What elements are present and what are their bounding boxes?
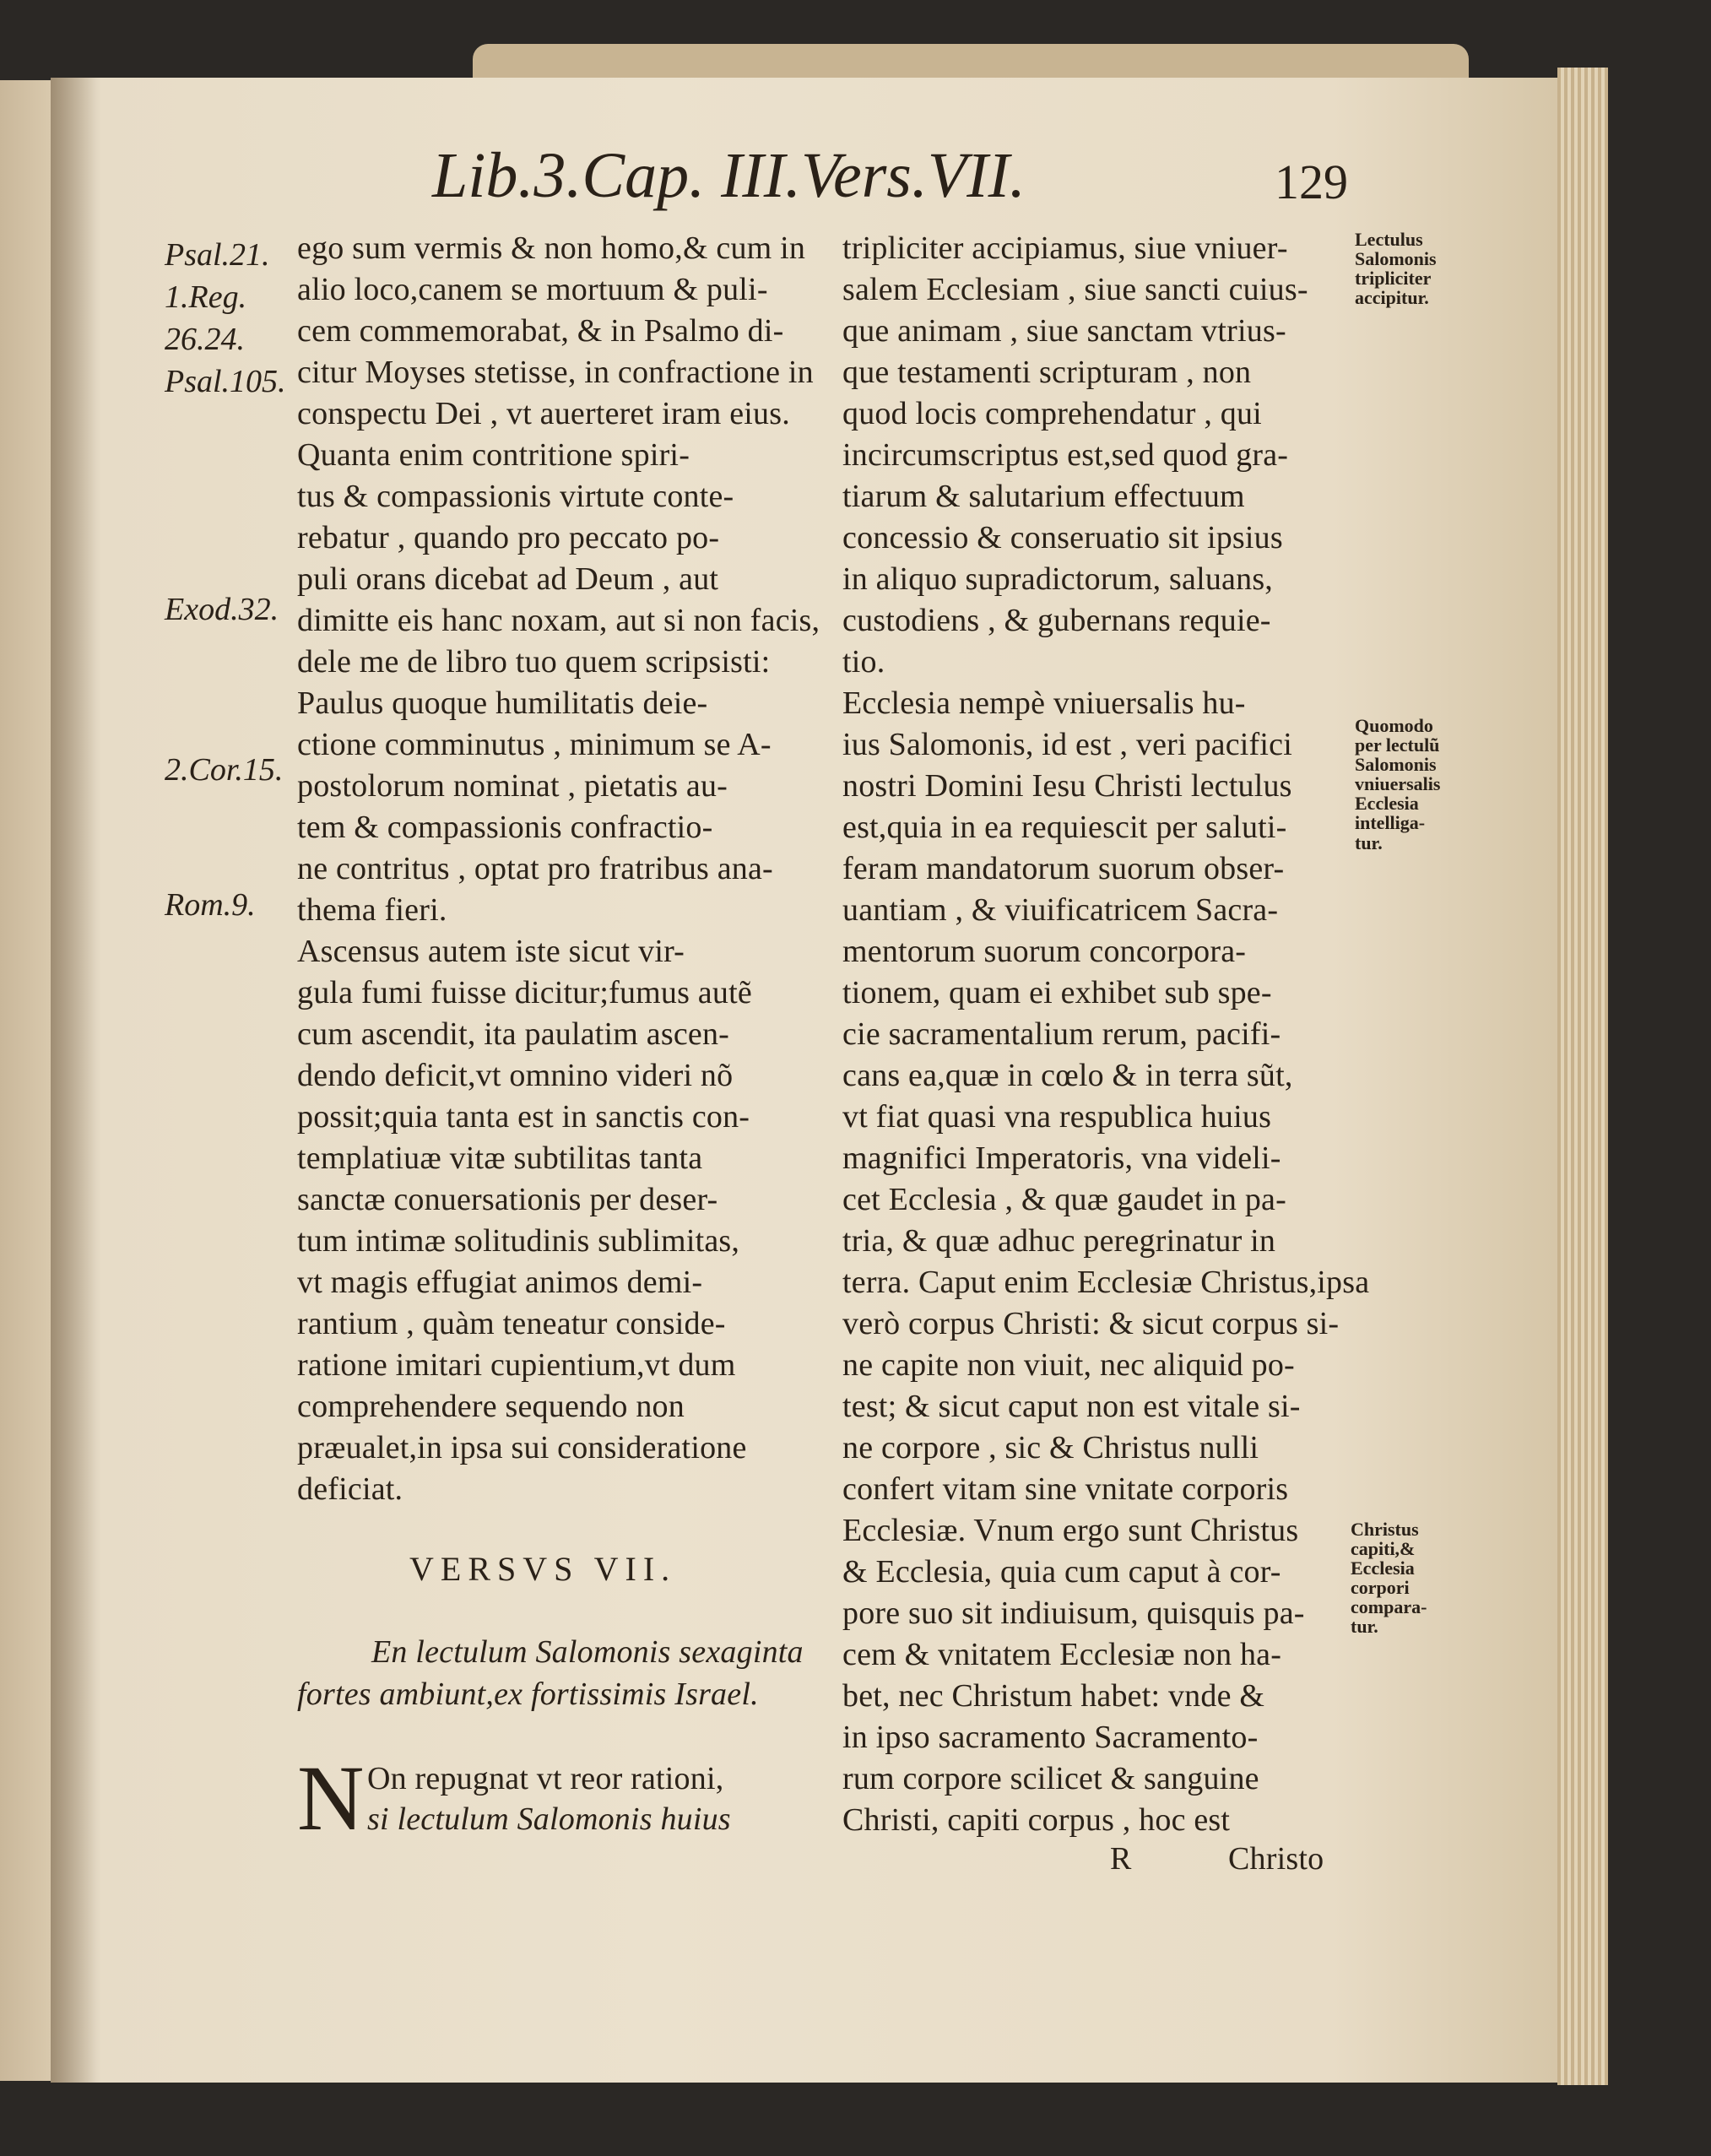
body-line: conspectu Dei , vt auerteret iram eius. [297,396,790,431]
body-line: est,quia in ea requiescit per saluti- [842,810,1287,845]
body-line: ego sum vermis & non homo,& cum in [297,230,806,266]
margin-note-left: Rom.9. [165,887,256,923]
body-line: vt magis effugiat animos demi- [297,1265,703,1300]
body-line: sanctæ conuersationis per deser- [297,1182,718,1217]
margin-note-right [1351,1519,1427,1637]
body-line: postolorum nominat , pietatis au- [297,768,728,804]
body-line: si lectulum Salomonis huius [367,1801,731,1837]
body-line: Paulus quoque humilitatis deie- [297,685,708,721]
margin-note-line: Lectulus [1355,229,1423,250]
body-line: Ascensus autem iste sicut vir- [297,934,685,969]
body-line: tionem, quam ei exhibet sub spe- [842,975,1272,1010]
verse-heading: VERSVS VII. [409,1550,677,1588]
margin-note-line: Christus [1351,1519,1419,1540]
page-edges [1557,68,1608,2085]
facing-page-edge [0,80,51,2081]
margin-note-line: capiti,& [1351,1538,1416,1560]
body-line: in ipso sacramento Sacramento- [842,1720,1259,1755]
page-number: 129 [1275,154,1348,209]
margin-note-left: Psal.21. [165,237,270,273]
body-line: confert vitam sine vnitate corporis [842,1471,1289,1507]
margin-note-left: Exod.32. [165,592,279,627]
body-line: possit;quia tanta est in sanctis con- [297,1099,750,1135]
body-line: cet Ecclesia , & quæ gaudet in pa- [842,1182,1286,1217]
margin-note-line: tur. [1355,832,1383,853]
body-line: tiarum & salutarium effectuum [842,479,1245,514]
body-line: Ecclesia nempè vniuersalis hu- [842,685,1246,721]
signature-mark: R [1110,1841,1132,1877]
margin-note-left: Psal.105. [165,364,286,399]
body-line: & Ecclesia, quia cum caput à cor- [842,1554,1281,1590]
margin-note-line: compara- [1351,1596,1427,1618]
margin-note-right [1355,716,1440,853]
body-line: cem commemorabat, & in Psalmo di- [297,313,784,349]
body-line: præualet,in ipsa sui consideratione [297,1430,747,1465]
body-line: mentorum suorum concorpora- [842,934,1247,969]
body-line: Ecclesiæ. Vnum ergo sunt Christus [842,1513,1299,1548]
body-line: incircumscriptus est,sed quod gra- [842,437,1289,473]
body-line: rebatur , quando pro peccato po- [297,520,720,555]
body-line: tio. [842,644,885,680]
gutter-shadow [51,78,101,2083]
body-line: tripliciter accipiamus, siue vniuer- [842,230,1288,266]
body-line: ius Salomonis, id est , veri pacifici [842,727,1292,762]
margin-note-left: 2.Cor.15. [165,752,284,788]
body-line: ne contritus , optat pro fratribus ana- [297,851,773,886]
body-line: ne corpore , sic & Christus nulli [842,1430,1259,1465]
margin-note-left: 1.Reg. [165,279,247,315]
body-line: dendo deficit,vt omnino videri nõ [297,1058,734,1093]
margin-note-line: Ecclesia [1351,1557,1415,1579]
body-line: Christi, capiti corpus , hoc est [842,1802,1231,1838]
margin-note-line: tripliciter [1355,268,1432,290]
margin-note-left: 26.24. [165,322,245,357]
body-line: deficiat. [297,1471,403,1507]
body-line: vt fiat quasi vna respublica huius [842,1099,1272,1135]
body-line: bet, nec Christum habet: vnde & [842,1678,1265,1714]
body-line: ctione comminutus , minimum se A- [297,727,772,762]
margin-note-line: Quomodo [1355,715,1433,736]
body-line: nostri Domini Iesu Christi lectulus [842,768,1292,804]
body-line: salem Ecclesiam , siue sancti cuius- [842,272,1308,307]
body-line: test; & sicut caput non est vitale si- [842,1389,1301,1424]
body-line: magnifici Imperatoris, vna videli- [842,1140,1281,1176]
catchword: Christo [1228,1841,1324,1877]
body-line: verò corpus Christi: & sicut corpus si- [842,1306,1340,1341]
body-line: cie sacramentalium rerum, pacifi- [842,1016,1281,1052]
margin-note-line: intelliga- [1355,812,1426,834]
body-line: Quanta enim contritione spiri- [297,437,690,473]
body-line: dele me de libro tuo quem scripsisti: [297,644,771,680]
margin-note-line: accipitur. [1355,287,1429,309]
body-line: rantium , quàm teneatur conside- [297,1306,726,1341]
body-line: ratione imitari cupientium,vt dum [297,1347,736,1383]
body-line: custodiens , & gubernans requie- [842,603,1271,638]
body-line: citur Moyses stetisse, in confractione in [297,355,814,390]
body-line: On repugnat vt reor rationi, [367,1761,724,1796]
body-line: thema fieri. [297,892,447,928]
body-line: tus & compassionis virtute conte- [297,479,734,514]
body-line: tria, & quæ adhuc peregrinatur in [842,1223,1276,1259]
body-line: tem & compassionis confractio- [297,810,713,845]
body-line: que animam , siue sanctam vtrius- [842,313,1286,349]
margin-note-line: Ecclesia [1355,793,1419,815]
body-line: concessio & conseruatio sit ipsius [842,520,1283,555]
body-line: templatiuæ vitæ subtilitas tanta [297,1140,703,1176]
body-line: cum ascendit, ita paulatim ascen- [297,1016,730,1052]
body-line: in aliquo supradictorum, saluans, [842,561,1274,597]
margin-note-line: corpori [1351,1577,1410,1599]
body-line: gula fumi fuisse dicitur;fumus autẽ [297,975,752,1010]
drop-cap: N [297,1747,365,1850]
body-line: puli orans dicebat ad Deum , aut [297,561,719,597]
body-line: comprehendere sequendo non [297,1389,685,1424]
body-line: ne capite non viuit, nec aliquid po- [842,1347,1295,1383]
body-line: feram mandatorum suorum obser- [842,851,1285,886]
body-line: cem & vnitatem Ecclesiæ non ha- [842,1637,1282,1672]
body-line: tum intimæ solitudinis sublimitas, [297,1223,740,1259]
verse-text-line: fortes ambiunt,ex fortissimis Israel. [297,1677,759,1712]
margin-note-right [1355,230,1437,307]
margin-note-line: per lectulũ [1355,734,1440,756]
body-line: alio loco,canem se mortuum & puli- [297,272,768,307]
margin-note-line: Salomonis [1355,248,1437,270]
body-line: pore suo sit indiuisum, quisquis pa- [842,1595,1305,1631]
body-line: que testamenti scripturam , non [842,355,1252,390]
running-title: Lib.3.Cap. III.Vers.VII. [432,140,1026,211]
margin-note-line: vniuersalis [1355,773,1441,795]
margin-note-line: tur. [1351,1616,1378,1638]
verse-text-line: En lectulum Salomonis sexaginta [371,1634,804,1670]
body-line: uantiam , & viuificatricem Sacra- [842,892,1279,928]
body-line: cans ea,quæ in cœlo & in terra sũt, [842,1058,1293,1093]
body-line: quod locis comprehendatur , qui [842,396,1262,431]
body-line: rum corpore scilicet & sanguine [842,1761,1259,1796]
body-line: terra. Caput enim Ecclesiæ Christus,ipsa [842,1265,1370,1300]
body-line: dimitte eis hanc noxam, aut si non facis, [297,603,820,638]
margin-note-line: Salomonis [1355,754,1437,776]
